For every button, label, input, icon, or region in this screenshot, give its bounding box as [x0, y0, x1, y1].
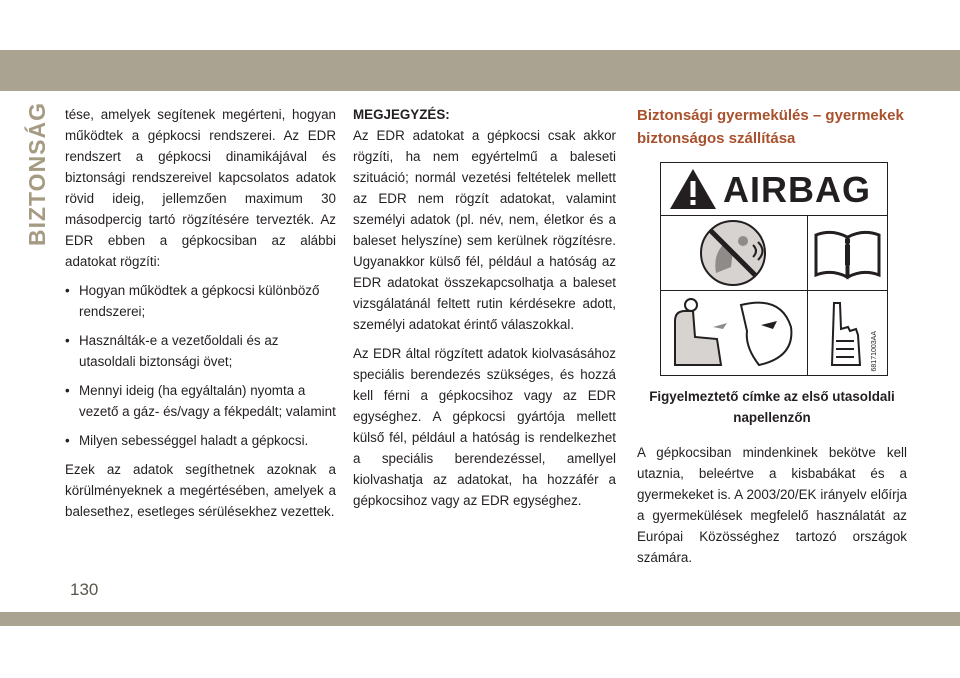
warning-header-row	[661, 163, 887, 216]
no-rear-facing-seat-cell	[661, 215, 808, 291]
top-header-band	[0, 50, 960, 91]
note-paragraph: Az EDR adatokat a gépkocsi csak akkor rögzíti, ha nem egyértelmű a baleseti szituáció; normál vezetési feltételek mellett az EDR nem rögzít adatokat, valamint személyi adatok (pl. név, nem, életkor és a baleset helyszíne) sem kerülnek rögzítésre. Ugyanakkor külső fél, például a hatóság az EDR adatokat összekapcsolhatja a baleset vizsgálatánál feltett rutin kérdésekre adott, személyi adatokat érintő válaszokkal.	[353, 128, 616, 332]
section-heading: Biztonsági gyermekülés – gyermekek biztonságos szállítása	[637, 107, 904, 147]
figure-caption: Figyelmeztető címke az első utasoldali napellenzőn	[649, 389, 895, 425]
intro-paragraph: tése, amelyek segítenek megérteni, hogyan működtek a gépkocsi rendszerei. Az EDR rendszert a gépkocsi dinamikájával és biztonsági rendszereivel kapcsolatos adatok rövid ideig, jellemzően maximum 30 másodpercig tartó rögzítésére tervezték. Az EDR ebben a gépkocsiban az alábbi adatokat rögzíti:	[65, 107, 336, 269]
closing-paragraph: Ezek az adatok segíthetnek azoknak a körülményeknek a megértésében, amelyek a balesethez, esetleges sérülésekhez vezettek.	[65, 462, 336, 519]
read-manual-cell	[808, 215, 887, 291]
column-middle	[353, 104, 616, 519]
child-seat-paragraph: A gépkocsiban mindenkinek bekötve kell utaznia, beleértve a kisbabákat és a gyermekeket is. A 2003/20/EK irányelv előírja a gyermekülések megfelelő használatát az Európai Közösséghez tartozó országok számára.	[637, 445, 907, 565]
section-side-title: BIZTONSÁG	[24, 101, 50, 246]
airbag-deploy-icon	[661, 291, 808, 375]
edr-data-list	[65, 280, 336, 451]
bottom-footer-band	[0, 612, 960, 626]
warning-triangle-icon	[668, 167, 718, 211]
book-icon	[808, 215, 887, 291]
list-item: • Mennyi ideig (ha egyáltalán) nyomta a vezető a gáz- és/vagy a fékpedált; valamint	[65, 380, 336, 422]
airbag-warning-label	[660, 162, 888, 376]
column-left	[65, 104, 336, 530]
list-item: • Használták-e a vezetőoldali és az utasoldali biztonsági övet;	[65, 330, 336, 372]
column-right	[637, 104, 907, 576]
list-item: • Milyen sebességgel haladt a gépkocsi.	[65, 430, 336, 451]
hand-warning-cell	[808, 291, 887, 375]
list-item: • Hogyan működtek a gépkocsi különböző rendszerei;	[65, 280, 336, 322]
airbag-deploy-cell	[661, 291, 808, 375]
figure-code: 68171003AA	[871, 330, 878, 371]
airbag-label-text: AIRBAG	[723, 169, 871, 210]
page-number: 130	[70, 580, 99, 599]
no-child-seat-icon	[661, 215, 808, 291]
note-heading: MEGJEGYZÉS:	[353, 107, 450, 122]
edr-readout-paragraph: Az EDR által rögzített adatok kiolvasásához speciális berendezés szükséges, és hozzá kell férni a gépkocsihoz vagy az EDR egységhez. A gépkocsi gyártója mellett külső fél, például a hatóság is rendelkezhet a speciális berendezéssel, amellyel kiolvashatja az adatokat, ha hozzáfér a gépkocsihoz vagy az EDR egységhez.	[353, 346, 616, 508]
